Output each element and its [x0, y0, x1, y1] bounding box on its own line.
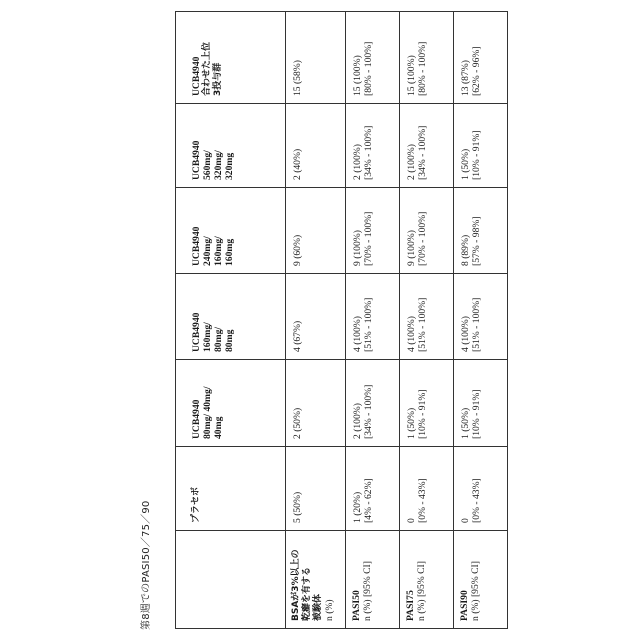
table-cell: 13 (87%) [62% - 96%] — [454, 12, 508, 104]
table-row-pasi75 — [400, 12, 454, 629]
table-cell: 0 [0% - 43%] — [400, 447, 454, 531]
table-cell: 9 (100%) [70% - 100%] — [400, 188, 454, 274]
table-cell: 2 (50%) — [286, 360, 346, 447]
rotated-table-frame — [175, 12, 507, 629]
row-label-pasi90: PASI90 n (%) [95% CI] — [454, 531, 508, 629]
col-header-ucb-560-320-320: UCB4940 560mg/ 320mg/ 320mg — [176, 104, 286, 188]
table-cell: 5 (50%) — [286, 447, 346, 531]
row-label-pasi75: PASI75 n (%) [95% CI] — [400, 531, 454, 629]
table-cell: 4 (100%) [51% - 100%] — [400, 274, 454, 360]
table-cell: 0 [0% - 43%] — [454, 447, 508, 531]
header-row — [176, 12, 286, 629]
table-cell: 4 (100%) [51% - 100%] — [454, 274, 508, 360]
col-header-ucb-160-80-80: UCB4940 160mg/ 80mg/ 80mg — [176, 274, 286, 360]
table-cell: 8 (89%) [57% - 98%] — [454, 188, 508, 274]
table-cell: 1 (50%) [10% - 91%] — [400, 360, 454, 447]
col-header-ucb-top3-pooled: UCB4940 合わせた上位 3投与群 — [176, 12, 286, 104]
table-cell: 2 (100%) [34% - 100%] — [346, 104, 400, 188]
table-cell: 15 (100%) [80% - 100%] — [400, 12, 454, 104]
table-cell: 1 (20%) [4% - 62%] — [346, 447, 400, 531]
corner-cell — [176, 531, 286, 629]
table-cell: 2 (100%) [34% - 100%] — [400, 104, 454, 188]
table-cell: 2 (100%) [34% - 100%] — [346, 360, 400, 447]
col-header-placebo: プラセボ — [176, 447, 286, 531]
col-header-ucb-240-160-160: UCB4940 240mg/ 160mg/ 160mg — [176, 188, 286, 274]
table-cell: 15 (100%) [80% - 100%] — [346, 12, 400, 104]
table-row-pasi50 — [346, 12, 400, 629]
table-cell: 2 (40%) — [286, 104, 346, 188]
row-label-bsa: BSAが3%以上の 乾癬を有する 被験体 n (%) — [286, 531, 346, 629]
table-cell: 1 (50%) [10% - 91%] — [454, 104, 508, 188]
table-row-pasi90 — [454, 12, 508, 629]
table-cell: 1 (50%) [10% - 91%] — [454, 360, 508, 447]
table-row-bsa — [286, 12, 346, 629]
table-cell: 9 (100%) [70% - 100%] — [346, 188, 400, 274]
table-caption: 第8週でのPASI50／75／90 — [137, 501, 152, 630]
table-cell: 4 (67%) — [286, 274, 346, 360]
table-cell: 9 (60%) — [286, 188, 346, 274]
table-container — [175, 12, 507, 629]
pasi-results-table — [175, 11, 508, 629]
table-cell: 15 (58%) — [286, 12, 346, 104]
col-header-ucb-80-40-40: UCB4940 80mg/ 40mg/ 40mg — [176, 360, 286, 447]
row-label-pasi50: PASI50 n (%) [95% CI] — [346, 531, 400, 629]
table-cell: 4 (100%) [51% - 100%] — [346, 274, 400, 360]
